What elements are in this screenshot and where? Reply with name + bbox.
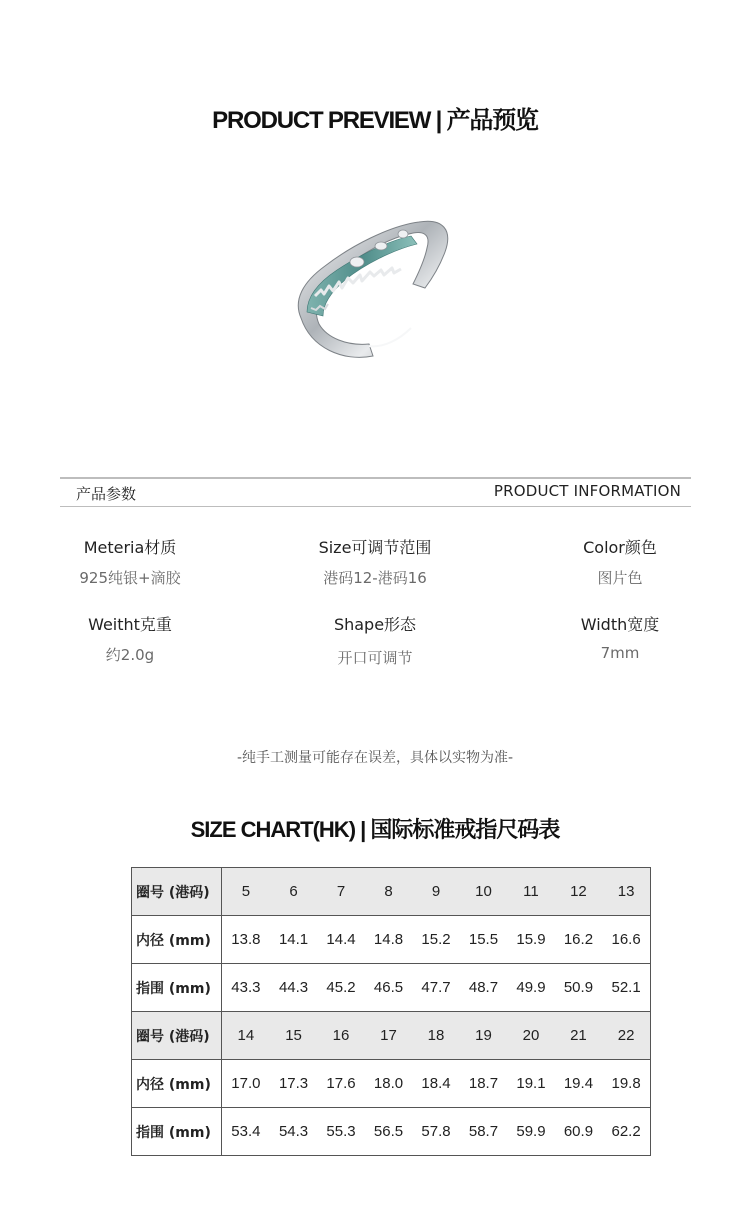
- spec-label: Shape形态: [333, 615, 417, 634]
- table-cell: 15.9: [507, 916, 554, 964]
- table-cell: 9: [412, 868, 459, 916]
- size-chart-table: [131, 867, 651, 1156]
- table-cell: 16.2: [555, 916, 602, 964]
- spec-label: Meteria材质: [83, 538, 177, 557]
- spec-value: 图片色: [597, 569, 643, 587]
- table-cell: 57.8: [412, 1108, 459, 1156]
- table-cell: 17.6: [317, 1060, 364, 1108]
- table-cell: 22: [602, 1012, 650, 1060]
- table-cell: 15.2: [412, 916, 459, 964]
- table-cell: 7: [317, 868, 364, 916]
- spec-label: Width宽度: [580, 615, 660, 634]
- table-cell: 19.1: [507, 1060, 554, 1108]
- table-cell: 12: [555, 868, 602, 916]
- row-label: 指围 (mm): [132, 964, 222, 1012]
- table-cell: 49.9: [507, 964, 554, 1012]
- divider: [60, 506, 691, 507]
- table-cell: 50.9: [555, 964, 602, 1012]
- table-cell: 21: [555, 1012, 602, 1060]
- table-cell: 52.1: [602, 964, 650, 1012]
- spec-value: 开口可调节: [337, 649, 413, 667]
- spec-size-range: [255, 535, 495, 588]
- info-title-cn: 产品参数: [76, 485, 137, 503]
- divider: [60, 477, 691, 479]
- row-label: 圈号 (港码): [132, 868, 222, 916]
- spec-weight: [10, 612, 250, 665]
- spec-label: Size可调节范围: [318, 538, 432, 557]
- table-cell: 5: [222, 868, 270, 916]
- preview-title: PRODUCT PREVIEW | 产品预览: [212, 107, 538, 134]
- table-cell: 46.5: [365, 964, 412, 1012]
- table-row: [132, 916, 651, 964]
- info-title-en: PRODUCT INFORMATION: [493, 482, 681, 500]
- table-cell: 56.5: [365, 1108, 412, 1156]
- table-cell: 11: [507, 868, 554, 916]
- table-cell: 20: [507, 1012, 554, 1060]
- table-cell: 44.3: [270, 964, 317, 1012]
- row-label: 圈号 (港码): [132, 1012, 222, 1060]
- spec-material: [10, 535, 250, 588]
- table-row: [132, 964, 651, 1012]
- table-cell: 14.8: [365, 916, 412, 964]
- table-cell: 17: [365, 1012, 412, 1060]
- row-label: 指围 (mm): [132, 1108, 222, 1156]
- spec-value: 港码12-港码16: [323, 569, 427, 587]
- table-cell: 10: [460, 868, 507, 916]
- table-cell: 14: [222, 1012, 270, 1060]
- table-cell: 58.7: [460, 1108, 507, 1156]
- table-row: [132, 1108, 651, 1156]
- table-cell: 13.8: [222, 916, 270, 964]
- spec-value: 7mm: [600, 644, 640, 662]
- spec-color: [500, 535, 740, 588]
- table-cell: 45.2: [317, 964, 364, 1012]
- table-cell: 15.5: [460, 916, 507, 964]
- product-info-bar: [60, 477, 691, 507]
- table-cell: 16.6: [602, 916, 650, 964]
- table-cell: 6: [270, 868, 317, 916]
- table-cell: 55.3: [317, 1108, 364, 1156]
- spec-width: [500, 612, 740, 662]
- table-cell: 15: [270, 1012, 317, 1060]
- spec-value: 约2.0g: [105, 646, 155, 664]
- table-cell: 60.9: [555, 1108, 602, 1156]
- table-cell: 18: [412, 1012, 459, 1060]
- table-cell: 48.7: [460, 964, 507, 1012]
- table-cell: 17.0: [222, 1060, 270, 1108]
- table-cell: 18.4: [412, 1060, 459, 1108]
- measurement-note: -纯手工测量可能存在误差，具体以实物为准-: [236, 750, 514, 766]
- spec-label: Color颜色: [583, 538, 657, 557]
- table-cell: 54.3: [270, 1108, 317, 1156]
- table-cell: 62.2: [602, 1108, 650, 1156]
- table-row: [132, 868, 651, 916]
- table-cell: 43.3: [222, 964, 270, 1012]
- table-cell: 16: [317, 1012, 364, 1060]
- spec-value: 925纯银+滴胶: [79, 569, 181, 587]
- table-cell: 17.3: [270, 1060, 317, 1108]
- ring-image: [285, 200, 465, 380]
- table-cell: 19.8: [602, 1060, 650, 1108]
- table-cell: 18.7: [460, 1060, 507, 1108]
- table-cell: 18.0: [365, 1060, 412, 1108]
- table-row: [132, 1012, 651, 1060]
- table-row: [132, 1060, 651, 1108]
- table-cell: 19.4: [555, 1060, 602, 1108]
- table-cell: 19: [460, 1012, 507, 1060]
- row-label: 内径 (mm): [132, 1060, 222, 1108]
- spec-label: Weitht克重: [88, 615, 172, 634]
- spec-shape: [255, 612, 495, 668]
- table-cell: 14.1: [270, 916, 317, 964]
- table-cell: 47.7: [412, 964, 459, 1012]
- size-chart-title: SIZE CHART(HK) | 国际标准戒指尺码表: [190, 817, 560, 842]
- table-cell: 13: [602, 868, 650, 916]
- table-cell: 59.9: [507, 1108, 554, 1156]
- table-cell: 14.4: [317, 916, 364, 964]
- table-cell: 53.4: [222, 1108, 270, 1156]
- row-label: 内径 (mm): [132, 916, 222, 964]
- table-cell: 8: [365, 868, 412, 916]
